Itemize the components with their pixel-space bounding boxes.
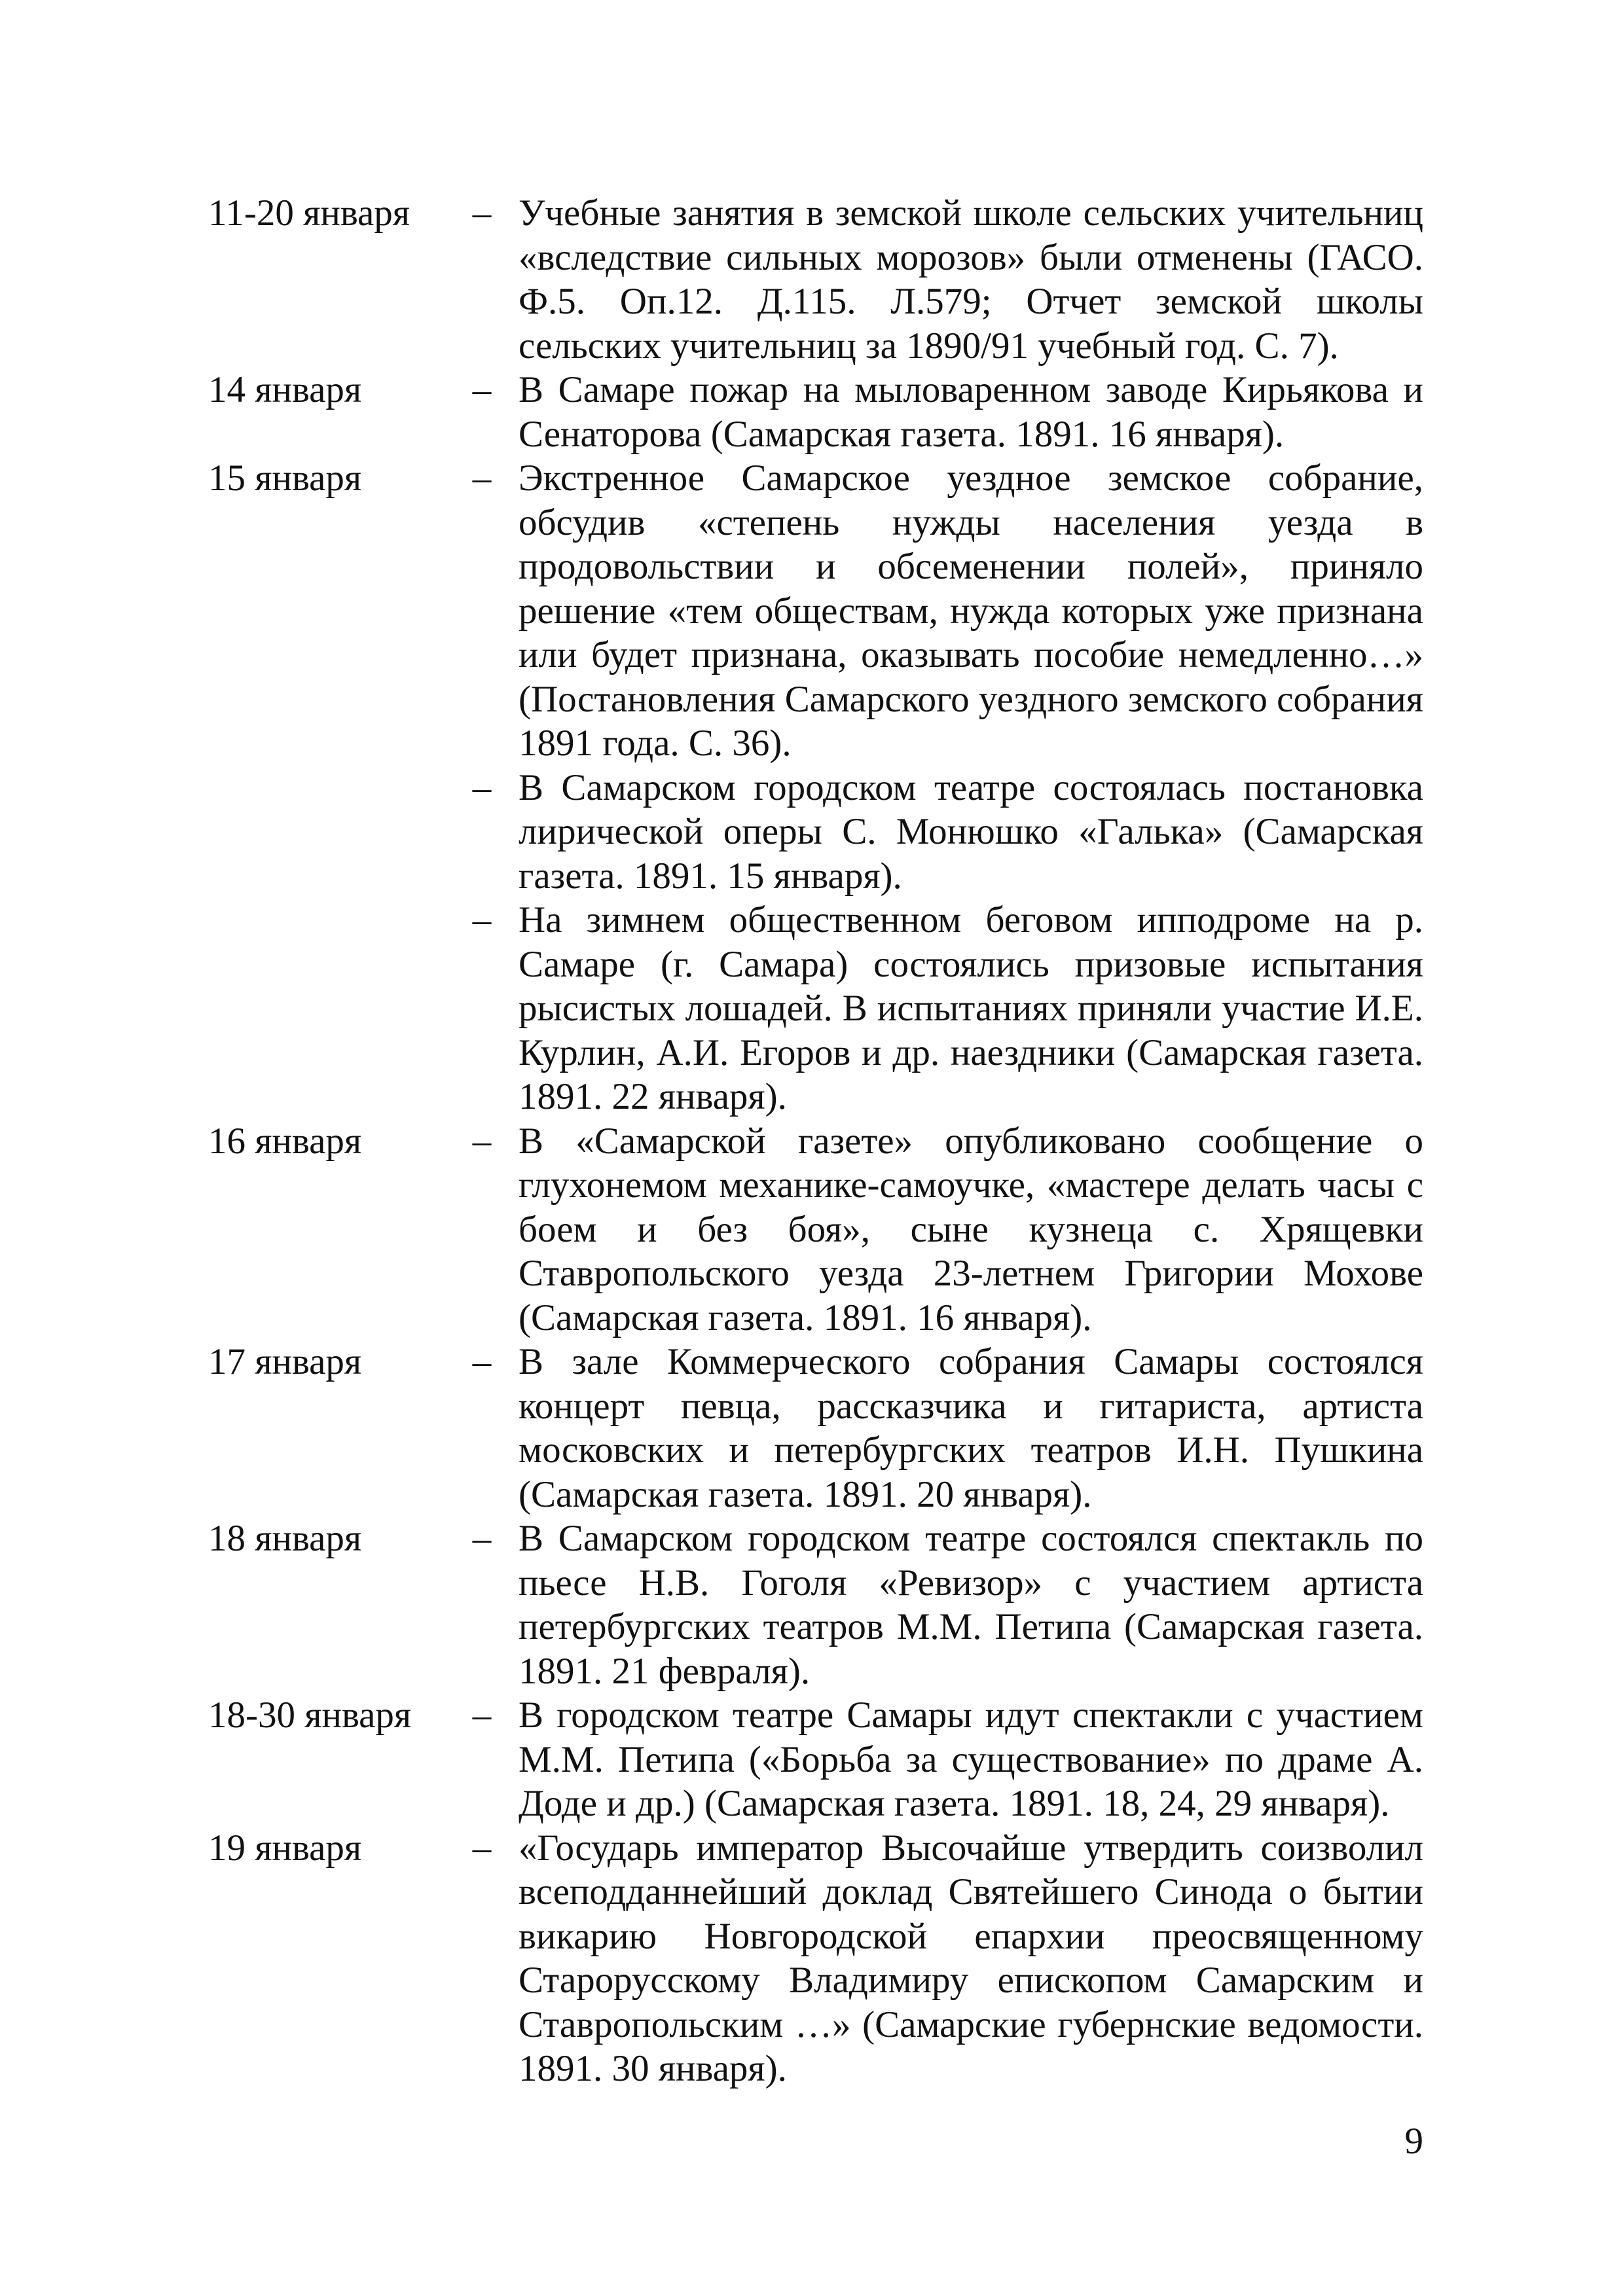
chronicle-entry <box>208 1826 1423 2091</box>
entry-dash: – <box>472 1518 492 1559</box>
entry-text: На зимнем общественном беговом ипподроме на р. Самаре (г. Самара) состоялись призовые испытания рысистых лошадей. В испытаниях приняли участие И.Е. Курлин, А.И. Егоров и др. наездники (Самарская газета. 1891. 22 января). <box>519 899 1423 1117</box>
entry-text: В Самарском городском театре состоялся спектакль по пьесе Н.В. Гоголя «Ревизор» с участием артиста петербургских театров М.М. Петипа (Самарская газета. 1891. 21 февраля). <box>519 1518 1423 1692</box>
entry-date: 18 января <box>208 1518 362 1559</box>
chronicle-entry <box>208 1340 1423 1516</box>
chronicle-entry <box>208 898 1423 1119</box>
chronicle-entry <box>208 1693 1423 1826</box>
chronicle-entry <box>208 191 1423 368</box>
chronicle-entry <box>208 368 1423 456</box>
entry-date: 17 января <box>208 1341 362 1382</box>
entry-dash: – <box>472 457 492 499</box>
entry-date: 15 января <box>208 457 362 499</box>
entry-date: 11-20 января <box>208 192 410 234</box>
page-number: 9 <box>1404 2121 1423 2162</box>
entry-text: В Самарском городском театре состоялась постановка лирической оперы С. Монюшко «Галька» (Самарская газета. 1891. 15 января). <box>519 766 1423 897</box>
entry-dash: – <box>472 899 492 941</box>
entry-dash: – <box>472 369 492 410</box>
entry-dash: – <box>472 1341 492 1382</box>
entry-date: 14 января <box>208 369 362 410</box>
entry-date: 18-30 января <box>208 1695 412 1736</box>
chronicle-entry <box>208 456 1423 766</box>
entry-text: Учебные занятия в земской школе сельских учительниц «вследствие сильных морозов» были отменены (ГАСО. Ф.5. Оп.12. Д.115. Л.579; Отчет земской школы сельских учительниц за 1890/91 учебный год. С. 7). <box>519 192 1423 367</box>
entry-text: В Самаре пожар на мыловаренном заводе Кирьякова и Сенаторова (Самарская газета. 1891. 16 января). <box>519 369 1423 455</box>
chronicle-entry <box>208 1516 1423 1693</box>
entry-text: В городском театре Самары идут спектакли с участием М.М. Петипа («Борьба за существование» по драме А. Доде и др.) (Самарская газета. 1891. 18, 24, 29 января). <box>519 1695 1423 1824</box>
entry-dash: – <box>472 1120 492 1162</box>
entry-dash: – <box>472 192 492 234</box>
entry-text: «Государь император Высочайше утвердить соизволил всеподданнейший доклад Святейшего Синода о бытии викарию Новгородской епархии преосвященному Старорусскому Владимиру епископом Самарским и Ставропольским …» (Самарские губернские ведомости. 1891. 30 января). <box>519 1827 1423 2089</box>
entry-text: Экстренное Самарское уездное земское собрание, обсудив «степень нужды населения уезда в продовольствии и обсеменении полей», приняло решение «тем обществам, нужда которых уже признана или будет признана, оказывать пособие немедленно…» (Постановления Самарского уездного земского собрания 1891 года. С. 36). <box>519 457 1423 764</box>
entry-text: В «Самарской газете» опубликовано сообщение о глухонемом механике-самоучке, «мастере делать часы с боем и без боя», сыне кузнеца с. Хрящевки Ставропольского уезда 23-летнем Григории Мохове (Самарская газета. 1891. 16 января). <box>519 1120 1423 1338</box>
entry-date: 19 января <box>208 1827 362 1869</box>
chronicle-entry <box>208 766 1423 899</box>
entry-text: В зале Коммерческого собрания Самары состоялся концерт певца, рассказчика и гитариста, артиста московских и петербургских театров И.Н. Пушкина (Самарская газета. 1891. 20 января). <box>519 1341 1423 1515</box>
entry-date: 16 января <box>208 1120 362 1162</box>
entry-dash: – <box>472 1695 492 1736</box>
entry-dash: – <box>472 766 492 808</box>
entry-dash: – <box>472 1827 492 1869</box>
chronicle-list <box>208 191 1423 2091</box>
chronicle-entry <box>208 1119 1423 1340</box>
